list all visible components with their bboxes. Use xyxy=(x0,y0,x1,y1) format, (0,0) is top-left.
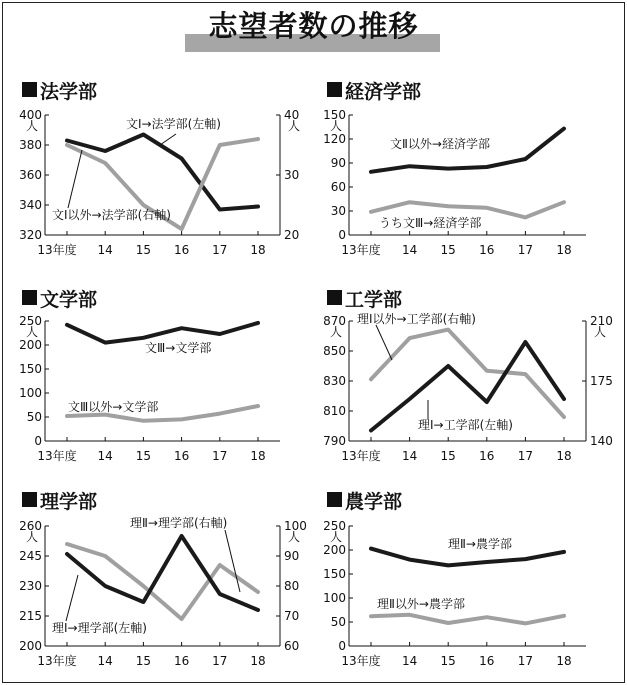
leader-line xyxy=(66,575,78,621)
y-unit-label: 人 xyxy=(329,325,342,339)
x-tick-label: 17 xyxy=(517,654,534,668)
title-square-marker xyxy=(327,82,342,97)
y2-tick-label: 210 xyxy=(590,314,613,328)
y-tick-label: 50 xyxy=(26,410,42,424)
x-tick-label: 17 xyxy=(517,449,534,463)
y2-tick-label: 140 xyxy=(590,434,613,448)
series-label: 理Ⅰ以外→工学部(右軸) xyxy=(357,312,476,326)
y-tick-label: 360 xyxy=(19,168,42,182)
x-tick-label: 13年度 xyxy=(341,654,381,668)
x-tick-label: 15 xyxy=(135,449,152,463)
x-tick-label: 15 xyxy=(440,654,456,668)
y-tick-label: 200 xyxy=(19,639,42,653)
y-tick-label: 400 xyxy=(19,108,42,122)
series-label: 理Ⅰ→工学部(左軸) xyxy=(418,418,513,432)
page-title: 志望者数の推移 xyxy=(208,9,419,43)
x-tick-label: 18 xyxy=(556,654,572,668)
y2-unit-label: 人 xyxy=(594,325,607,339)
x-tick-label: 16 xyxy=(479,449,495,463)
title-square-marker xyxy=(22,82,37,97)
y2-tick-label: 20 xyxy=(284,228,300,242)
y-tick-label: 100 xyxy=(323,591,346,605)
y-tick-label: 90 xyxy=(330,156,346,170)
y-tick-label: 810 xyxy=(323,404,346,418)
y2-tick-label: 70 xyxy=(284,609,300,623)
y-tick-label: 245 xyxy=(19,549,42,563)
panel-title: 法学部 xyxy=(40,81,98,103)
panel-title: 経済学部 xyxy=(345,81,422,103)
y2-tick-label: 90 xyxy=(284,549,300,563)
y-tick-label: 790 xyxy=(323,434,346,448)
panel-title: 理学部 xyxy=(40,491,98,513)
series-label: 理Ⅱ以外→農学部 xyxy=(377,597,465,611)
x-tick-label: 15 xyxy=(135,243,152,257)
y-tick-label: 870 xyxy=(323,314,346,328)
series-label: 文Ⅲ以外→文学部 xyxy=(68,400,159,414)
x-tick-label: 16 xyxy=(173,243,190,257)
x-tick-label: 17 xyxy=(212,654,228,668)
series-line-dark xyxy=(371,549,564,566)
series-line-light xyxy=(371,615,564,624)
x-tick-label: 17 xyxy=(212,449,228,463)
y-tick-label: 250 xyxy=(19,314,42,328)
title-square-marker xyxy=(22,492,37,507)
x-tick-label: 15 xyxy=(440,243,456,257)
x-tick-label: 18 xyxy=(250,654,266,668)
x-tick-label: 14 xyxy=(401,449,418,463)
series-label: うち文Ⅲ→経済学部 xyxy=(379,216,482,230)
x-tick-label: 18 xyxy=(250,243,266,257)
series-label: 理Ⅱ→農学部 xyxy=(448,537,512,551)
title-square-marker xyxy=(327,492,342,507)
y2-tick-label: 80 xyxy=(284,579,300,593)
x-tick-label: 13年度 xyxy=(37,243,77,257)
x-tick-label: 14 xyxy=(97,449,113,463)
x-tick-label: 17 xyxy=(212,243,228,257)
x-tick-label: 18 xyxy=(556,449,572,463)
x-tick-label: 15 xyxy=(440,449,456,463)
y-tick-label: 340 xyxy=(19,198,42,212)
y-tick-label: 120 xyxy=(323,132,346,146)
panel-title: 文学部 xyxy=(40,289,98,311)
x-tick-label: 13年度 xyxy=(341,449,381,463)
y-tick-label: 30 xyxy=(330,204,346,218)
y-tick-label: 260 xyxy=(19,519,42,533)
series-line-dark xyxy=(67,323,258,343)
y-tick-label: 830 xyxy=(323,374,346,388)
y2-unit-label: 人 xyxy=(288,530,301,544)
series-label: 理Ⅱ→理学部(右軸) xyxy=(130,516,228,530)
x-tick-label: 16 xyxy=(479,243,495,257)
series-label: 文Ⅲ→文学部 xyxy=(145,341,212,355)
x-tick-label: 14 xyxy=(97,243,113,257)
title-square-marker xyxy=(22,290,37,305)
series-line-dark xyxy=(67,135,258,210)
y-tick-label: 0 xyxy=(338,639,346,653)
y-tick-label: 850 xyxy=(323,344,346,358)
y-tick-label: 250 xyxy=(323,519,346,533)
leader-line xyxy=(160,134,176,145)
x-tick-label: 13年度 xyxy=(341,243,381,257)
series-label: 文Ⅰ→法学部(左軸) xyxy=(126,117,221,131)
y-unit-label: 人 xyxy=(329,119,342,133)
y-tick-label: 150 xyxy=(323,567,346,581)
panel-title: 工学部 xyxy=(345,289,403,311)
x-tick-label: 16 xyxy=(173,449,190,463)
y-unit-label: 人 xyxy=(25,530,38,544)
series-label: 文Ⅰ以外→法学部(右軸) xyxy=(52,208,171,222)
title-square-marker xyxy=(327,290,342,305)
y2-tick-label: 40 xyxy=(284,108,300,122)
leader-line xyxy=(376,325,392,360)
y-tick-label: 150 xyxy=(323,108,346,122)
panel-title: 農学部 xyxy=(345,491,403,513)
y-tick-label: 200 xyxy=(19,338,42,352)
leader-line xyxy=(225,530,240,592)
y-unit-label: 人 xyxy=(25,325,38,339)
y-tick-label: 230 xyxy=(19,579,42,593)
y2-unit-label: 人 xyxy=(288,119,301,133)
series-line-light xyxy=(67,544,258,619)
leader-line xyxy=(68,150,82,208)
y-tick-label: 0 xyxy=(338,228,346,242)
y2-tick-label: 100 xyxy=(284,519,307,533)
y2-tick-label: 60 xyxy=(284,639,300,653)
series-label: 文Ⅱ以外→経済学部 xyxy=(390,137,490,151)
x-tick-label: 13年度 xyxy=(37,449,77,463)
series-label: 理Ⅰ→理学部(左軸) xyxy=(52,621,147,635)
y-tick-label: 320 xyxy=(19,228,42,242)
y-tick-label: 50 xyxy=(330,615,346,629)
y2-tick-label: 175 xyxy=(590,374,613,388)
x-tick-label: 14 xyxy=(401,654,418,668)
series-line-light xyxy=(371,330,564,417)
y-tick-label: 380 xyxy=(19,138,42,152)
x-tick-label: 18 xyxy=(250,449,266,463)
y-tick-label: 150 xyxy=(19,362,42,376)
x-tick-label: 17 xyxy=(517,243,534,257)
y-tick-label: 100 xyxy=(19,386,42,400)
x-tick-label: 18 xyxy=(556,243,572,257)
y-tick-label: 215 xyxy=(19,609,42,623)
y2-tick-label: 30 xyxy=(284,168,300,182)
y-tick-label: 60 xyxy=(330,180,346,194)
x-tick-label: 16 xyxy=(173,654,190,668)
y-tick-label: 200 xyxy=(323,543,346,557)
y-unit-label: 人 xyxy=(25,119,38,133)
x-tick-label: 16 xyxy=(479,654,495,668)
x-tick-label: 14 xyxy=(97,654,113,668)
x-tick-label: 13年度 xyxy=(37,654,77,668)
y-tick-label: 0 xyxy=(34,434,42,448)
x-tick-label: 14 xyxy=(401,243,418,257)
x-tick-label: 15 xyxy=(135,654,152,668)
y-unit-label: 人 xyxy=(329,530,342,544)
